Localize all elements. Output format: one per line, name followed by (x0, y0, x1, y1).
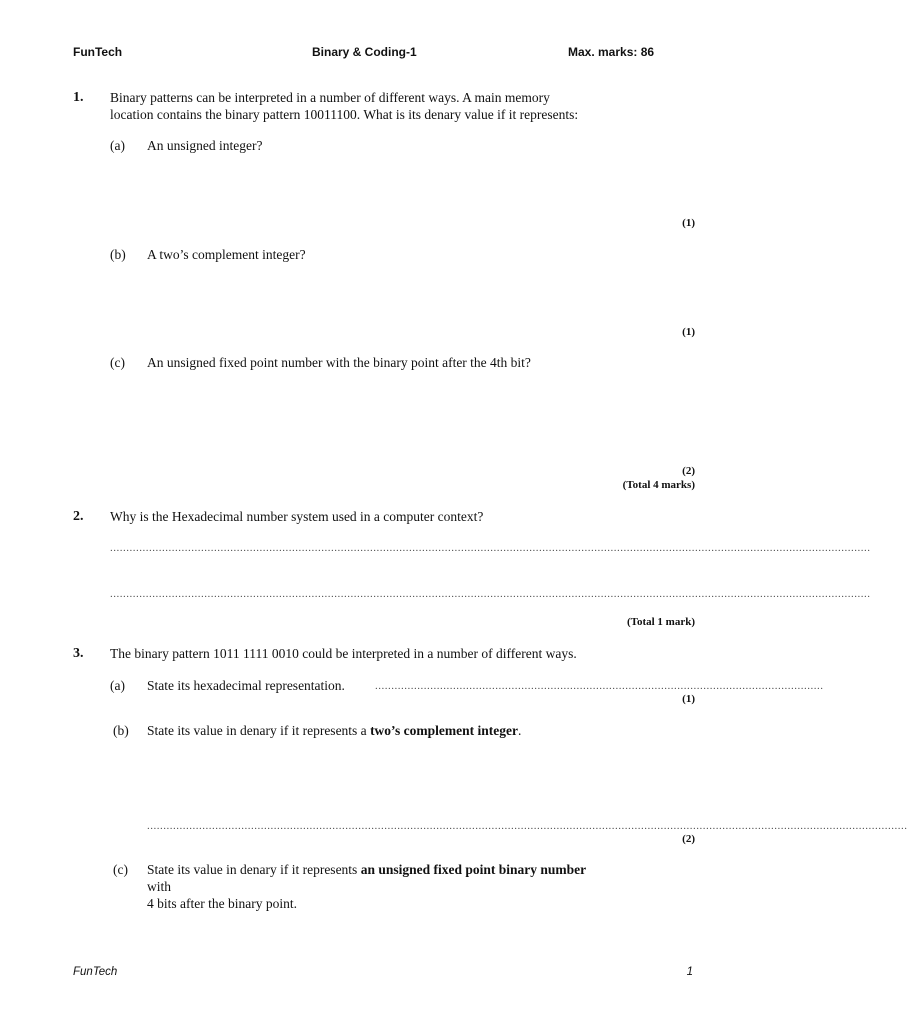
part-label: (a) (110, 138, 125, 153)
total-marks: (Total 1 mark) (626, 616, 695, 628)
marks-label: (2) (682, 465, 695, 477)
question-text: location contains the binary pattern 10011100. What is its denary value if it represents: (110, 107, 579, 122)
question-text: Why is the Hexadecimal number system used in a computer context? (110, 509, 484, 524)
marks-label: (2) (682, 833, 695, 845)
answer-line[interactable]: .......................................................................................................................................................................................................................................... (110, 588, 871, 600)
header-max-marks: Max. marks: 86 (568, 45, 655, 59)
part-text: State its hexadecimal representation. (147, 678, 345, 693)
part-label: (b) (110, 247, 126, 262)
part-label: (c) (110, 355, 125, 370)
answer-line[interactable]: .......................................................................................................................................................................................................................................... (110, 542, 871, 554)
part-label: (a) (110, 678, 125, 693)
part-text: with (147, 879, 172, 894)
footer-left: FunTech (73, 966, 118, 978)
part-text: An unsigned integer? (147, 138, 263, 153)
header-title: Binary & Coding-1 (312, 45, 417, 59)
part-label: (b) (113, 723, 129, 738)
question-number: 2. (73, 509, 84, 524)
page-number: 1 (686, 966, 693, 978)
part-text: 4 bits after the binary point. (147, 896, 297, 911)
answer-line[interactable]: .......................................................................................................................................... (375, 680, 824, 692)
marks-label: (1) (682, 693, 695, 705)
part-label: (c) (113, 862, 128, 877)
answer-line[interactable]: .......................................................................................................................................................................................................................................... (147, 820, 908, 832)
part-text: A two’s complement integer? (147, 247, 306, 262)
header-left: FunTech (73, 45, 123, 59)
marks-label: (1) (682, 326, 695, 338)
marks-label: (1) (682, 217, 695, 229)
question-number: 3. (73, 646, 84, 661)
part-text: State its value in denary if it represents a two’s complement integer. (147, 723, 522, 738)
question-text: Binary patterns can be interpreted in a number of different ways. A main memory (110, 90, 550, 105)
question-text: The binary pattern 1011 1111 0010 could be interpreted in a number of different ways. (110, 646, 577, 661)
part-text: State its value in denary if it represents an unsigned fixed point binary number (147, 862, 587, 877)
total-marks: (Total 4 marks) (622, 479, 695, 491)
question-number: 1. (73, 90, 84, 105)
part-text: An unsigned fixed point number with the binary point after the 4th bit? (147, 355, 531, 370)
